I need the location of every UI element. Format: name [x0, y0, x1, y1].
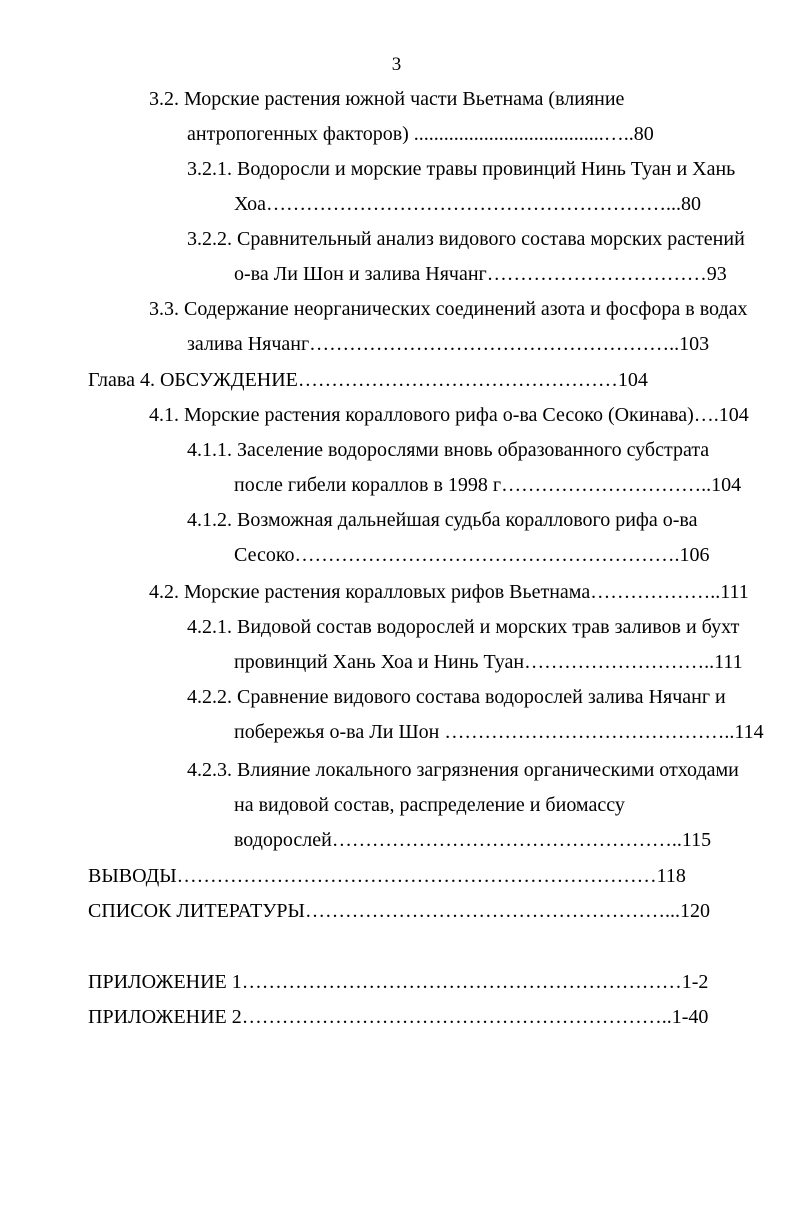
- toc-line: СПИСОК ЛИТЕРАТУРЫ………………………………………………...120: [88, 900, 710, 922]
- toc-line: побережья о-ва Ли Шон ……………………………………..114: [234, 721, 764, 743]
- toc-line: 3.2.2. Сравнительный анализ видового состава морских растений: [187, 228, 745, 250]
- toc-line: ПРИЛОЖЕНИЕ 2………………………………………………………..1-40: [88, 1006, 709, 1028]
- toc-line: залива Нячанг………………………………………………..103: [187, 333, 710, 355]
- toc-line: 4.2.3. Влияние локального загрязнения органическими отходами: [187, 759, 739, 781]
- toc-line: 4.2. Морские растения коралловых рифов Вьетнама………………..111: [149, 581, 749, 603]
- toc-line: ПРИЛОЖЕНИЕ 1…………………………………………………………1-2: [88, 971, 709, 993]
- toc-line: ВЫВОДЫ………………………………………………………………118: [88, 865, 686, 887]
- toc-line: 3.3. Содержание неорганических соединений азота и фосфора в водах: [149, 298, 748, 320]
- toc-line: Хоа……………………………………………………...80: [234, 193, 702, 215]
- toc-line: 4.2.2. Сравнение видового состава водорослей залива Нячанг и: [187, 686, 726, 708]
- toc-line: 4.1. Морские растения кораллового рифа о-ва Сесоко (Окинава)….104: [149, 404, 749, 426]
- page-number: 3: [391, 54, 402, 75]
- toc-line: водорослей……………………………………………..115: [234, 829, 712, 851]
- toc-line: 4.1.2. Возможная дальнейшая судьба кораллового рифа о-ва: [187, 509, 698, 531]
- toc-line: о-ва Ли Шон и залива Нячанг……………………………93: [234, 263, 727, 285]
- toc-line: на видовой состав, распределение и биомассу: [234, 794, 625, 816]
- toc-line: 3.2.1. Водоросли и морские травы провинций Нинь Туан и Хань: [187, 158, 736, 180]
- toc-line: Сесоко………………………………………………….106: [234, 544, 710, 566]
- toc-line: антропогенных факторов) ......................................…..80: [187, 123, 654, 145]
- toc-line: 4.1.1. Заселение водорослями вновь образованного субстрата: [187, 439, 710, 461]
- toc-line: провинций Хань Хоа и Нинь Туан………………………..111: [234, 651, 743, 673]
- toc-line: 4.2.1. Видовой состав водорослей и морских трав заливов и бухт: [187, 616, 740, 638]
- toc-line: Глава 4. ОБСУЖДЕНИЕ…………………………………………104: [88, 369, 648, 391]
- toc-line: после гибели кораллов в 1998 г…………………………..104: [234, 474, 742, 496]
- toc-line: 3.2. Морские растения южной части Вьетнама (влияние: [149, 88, 625, 110]
